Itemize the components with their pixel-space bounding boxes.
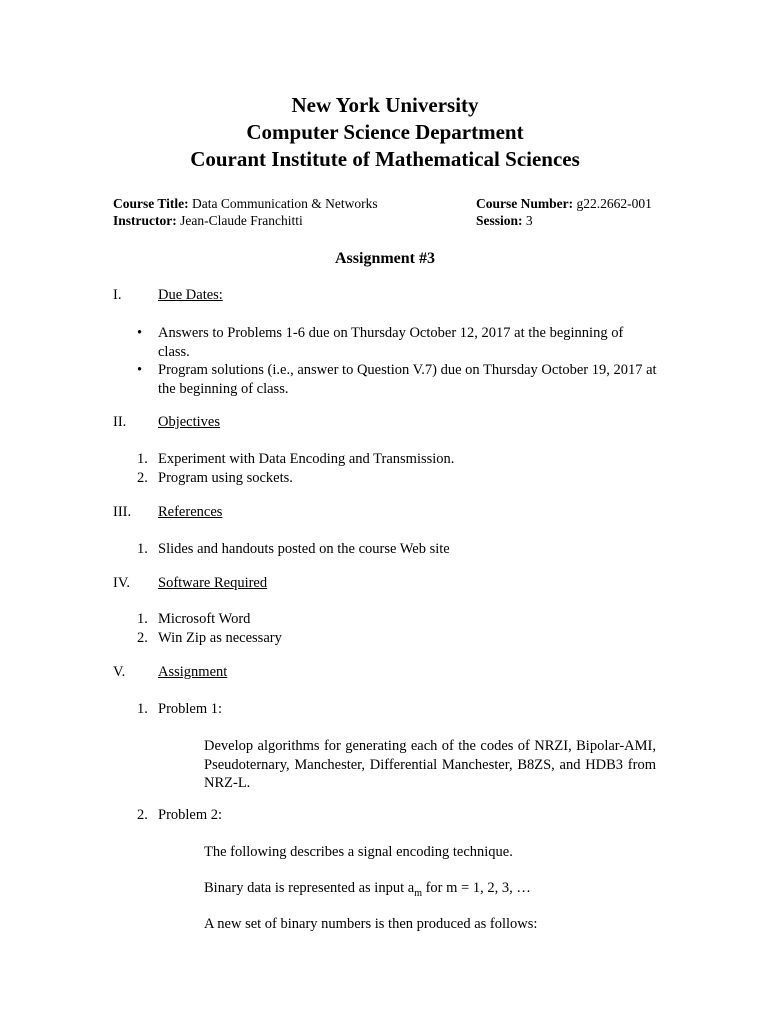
problem-1-text: Develop algorithms for generating each of the codes of NRZI, Bipolar-AMI, Pseudoternary, Manchester, Differential Manchester, B8ZS, and HDB3 from NRZ-L. — [204, 738, 656, 791]
institute-name: Courant Institute of Mathematical Sciences — [190, 147, 580, 171]
text-part: for m = 1, 2, 3, … — [421, 880, 531, 896]
objectives-list — [137, 450, 454, 487]
section-due-dates-heading — [113, 287, 223, 304]
list-item — [137, 540, 450, 559]
section-number: V. — [113, 664, 126, 680]
subscript: m — [414, 887, 422, 899]
instructor-row — [113, 212, 378, 229]
course-number-label: Course Number: — [476, 196, 574, 211]
section-software-heading — [113, 575, 267, 592]
item-number: 1. — [137, 451, 148, 467]
item-text: Experiment with Data Encoding and Transmission. — [158, 451, 455, 467]
list-item — [137, 469, 454, 488]
section-title: Software Required — [158, 575, 268, 591]
session-value: 3 — [525, 213, 533, 228]
instructor-label: Instructor: — [113, 213, 177, 228]
course-info-right — [476, 195, 652, 229]
course-title-value: Data Communication & Networks — [192, 196, 378, 211]
course-title-label: Course Title: — [113, 196, 189, 211]
problem-label: Problem 1: — [158, 701, 223, 717]
list-item — [137, 450, 454, 469]
section-objectives-heading — [113, 414, 220, 431]
section-number: II. — [113, 414, 127, 430]
item-number: 1. — [137, 701, 148, 717]
problem-1-label-row — [137, 700, 222, 719]
section-title: References — [158, 504, 223, 520]
section-assignment-heading — [113, 664, 227, 681]
course-title-row — [113, 195, 378, 212]
course-number-value: g22.2662-001 — [576, 196, 652, 211]
course-number-row — [476, 195, 652, 212]
list-item — [137, 629, 282, 648]
due-dates-list — [137, 324, 658, 398]
text-part: Binary data is represented as input a — [204, 880, 415, 896]
university-name: New York University — [291, 93, 479, 117]
problem-2-label-row — [137, 806, 222, 825]
due-item-text: Answers to Problems 1-6 due on Thursday October 12, 2017 at the beginning of class. — [158, 325, 624, 360]
section-title: Assignment — [158, 664, 228, 680]
bullet-icon: • — [137, 325, 143, 341]
instructor-value: Jean-Claude Franchitti — [180, 213, 303, 228]
section-title: Due Dates: — [158, 287, 223, 303]
bullet-icon: • — [137, 362, 143, 378]
list-item — [137, 361, 658, 398]
course-info-left — [113, 195, 378, 229]
problem-2-text-1: The following describes a signal encoding technique. — [204, 844, 513, 860]
item-number: 2. — [137, 807, 148, 823]
section-references-heading — [113, 504, 222, 521]
section-number: I. — [113, 287, 122, 303]
item-text: Microsoft Word — [158, 611, 251, 627]
problem-label: Problem 2: — [158, 807, 223, 823]
item-number: 2. — [137, 629, 148, 646]
section-number: III. — [113, 504, 132, 520]
item-text: Win Zip as necessary — [158, 629, 282, 646]
software-list — [137, 610, 282, 647]
assignment-title: Assignment #3 — [334, 250, 435, 267]
list-item — [137, 324, 658, 361]
problem-2-text-3: A new set of binary numbers is then produced as follows: — [204, 916, 538, 932]
item-text: Program using sockets. — [158, 469, 293, 486]
item-text: Slides and handouts posted on the course Web site — [158, 541, 450, 557]
section-number: IV. — [113, 575, 131, 591]
document-header — [0, 92, 770, 173]
item-number: 1. — [137, 611, 148, 627]
references-list — [137, 540, 450, 559]
department-name: Computer Science Department — [246, 120, 524, 144]
list-item — [137, 610, 282, 629]
session-label: Session: — [476, 213, 523, 228]
problem-2-text-2 — [204, 879, 656, 903]
item-number: 1. — [137, 541, 148, 557]
due-item-text: Program solutions (i.e., answer to Question V.7) due on Thursday October 19, 2017 at the beginning of class. — [158, 362, 657, 397]
session-row — [476, 212, 652, 229]
item-number: 2. — [137, 469, 148, 486]
section-title: Objectives — [158, 414, 221, 430]
